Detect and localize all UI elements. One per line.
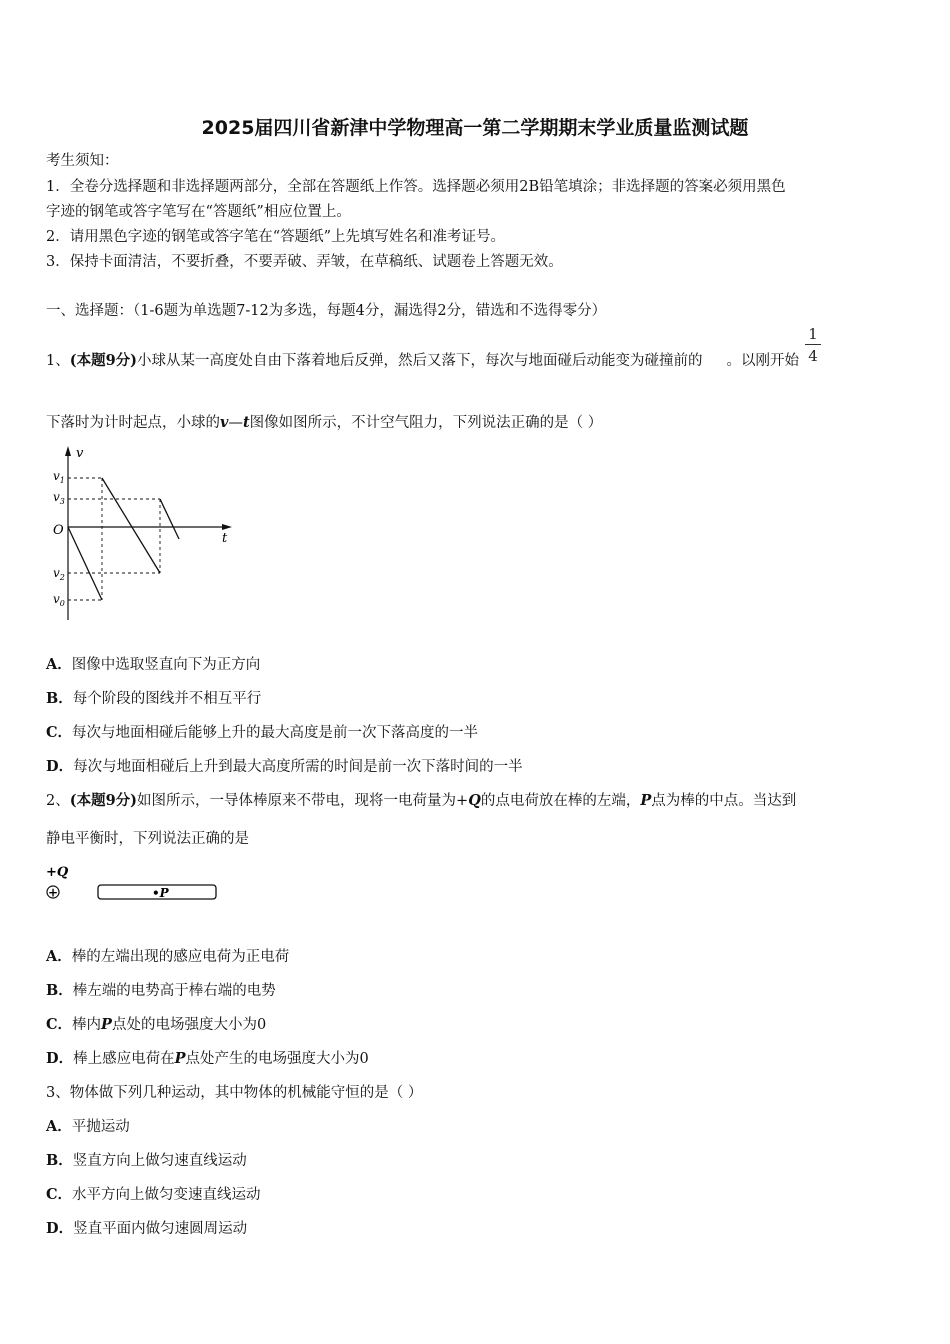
notice-item-3: 3．保持卡面清洁，不要折叠，不要弄破、弄皱，在草稿纸、试题卷上答题无效。: [46, 254, 563, 270]
axis-label-v: v: [76, 446, 84, 461]
q1-fraction: [805, 325, 821, 365]
q2-text-a: 如图所示，一导体棒原来不带电，现将一电荷量为+: [137, 793, 469, 809]
q2-option-a[interactable]: A．棒的左端出现的感应电荷为正电荷: [46, 948, 290, 965]
q1-line-1: [46, 352, 799, 370]
notice-item-1-line-1: 1．全卷分选择题和非选择题两部分，全部在答题纸上作答。选择题必须用2B铅笔填涂；非选择题的答案必须用黑色: [46, 179, 786, 195]
q2-option-b[interactable]: B．棒左端的电势高于棒右端的电势: [46, 982, 276, 999]
dashed-guides: [68, 478, 160, 600]
section-heading: 一、选择题：（1-6题为单选题7-12为多选，每题4分，漏选得2分，错选和不选得零分）: [46, 303, 607, 319]
segment-1: [68, 527, 102, 600]
segment-2: [102, 478, 160, 573]
q1-number: 1、: [46, 353, 70, 369]
v-axis-arrow: [65, 446, 71, 456]
q1-option-c[interactable]: C．每次与地面相碰后能够上升的最大高度是前一次下落高度的一半: [46, 724, 479, 741]
q3-option-d[interactable]: D．竖直平面内做匀速圆周运动: [46, 1220, 248, 1237]
tick-label-v1: $v_1$: [53, 469, 65, 485]
notice-heading: 考生须知：: [46, 153, 119, 169]
q1-line-2-text-a: 下落时为计时起点，小球的: [46, 415, 220, 431]
q2-var-p: P: [640, 792, 652, 809]
rod-figure: [42, 862, 232, 906]
q1-option-a[interactable]: A．图像中选取竖直向下为正方向: [46, 656, 261, 673]
q3-option-a[interactable]: A．平抛运动: [46, 1118, 130, 1135]
q2-text-c: 点为棒的中点。当达到: [651, 793, 797, 809]
q1-option-b[interactable]: B．每个阶段的图线并不相互平行: [46, 690, 262, 707]
q2-score: (本题9分): [69, 792, 138, 809]
tick-label-v0: $v_0$: [53, 592, 65, 608]
q1-var-t: t: [242, 414, 250, 431]
q1-fraction-denominator: 4: [808, 347, 818, 365]
notice-item-1-line-2: 字迹的钢笔或答字笔写在“答题纸”相应位置上。: [46, 204, 351, 220]
q2-line-1: [46, 792, 796, 810]
axis-label-t: t: [222, 531, 228, 546]
q1-text-b: 。以刚开始: [726, 353, 800, 369]
q3-option-c[interactable]: C．水平方向上做匀变速直线运动: [46, 1186, 261, 1203]
vt-polyline: [68, 478, 179, 600]
q2-line-2: 静电平衡时，下列说法正确的是: [46, 831, 249, 847]
origin-label: O: [53, 523, 64, 538]
q2-option-c[interactable]: C．棒内P点处的电场强度大小为0: [46, 1016, 267, 1033]
q1-fraction-numerator: 1: [808, 325, 818, 343]
q1-text-a: 小球从某一高度处自由下落着地后反弹，然后又落下，每次与地面碰后动能变为碰撞前的: [137, 353, 703, 369]
notice-item-2: 2．请用黑色字迹的钢笔或答字笔在“答题纸”上先填写姓名和准考证号。: [46, 229, 506, 245]
q2-text-b: 的点电荷放在棒的左端，: [480, 793, 641, 809]
segment-3: [160, 499, 179, 539]
q2-option-d[interactable]: D．棒上感应电荷在P点处产生的电场强度大小为0: [46, 1050, 369, 1067]
page-title: 2025届四川省新津中学物理高一第二学期期末学业质量监测试题: [201, 117, 749, 139]
charge-label: +Q: [46, 865, 69, 880]
t-axis-arrow: [222, 524, 232, 530]
tick-label-v2: $v_2$: [53, 566, 65, 582]
plus-sign: +: [47, 885, 59, 900]
tick-label-v3: $v_3$: [53, 490, 65, 506]
q1-option-d[interactable]: D．每次与地面相碰后上升到最大高度所需的时间是前一次下落时间的一半: [46, 758, 523, 775]
vt-graph: [46, 442, 246, 627]
q1-var-v: v: [220, 414, 229, 431]
q1-line-2-text-b: 图像如图所示，不计空气阻力，下列说法正确的是（ ）: [249, 415, 603, 431]
midpoint-label: •P: [152, 886, 169, 900]
q3-option-b[interactable]: B．竖直方向上做匀速直线运动: [46, 1152, 247, 1169]
q3-stem: 3、物体做下列几种运动，其中物体的机械能守恒的是（ ）: [46, 1085, 423, 1101]
q2-var-q: Q: [468, 792, 481, 809]
q1-line-2: [46, 414, 602, 432]
q1-dash: —: [228, 415, 243, 431]
q1-score: (本题9分): [69, 352, 138, 369]
q2-number: 2、: [46, 793, 70, 809]
